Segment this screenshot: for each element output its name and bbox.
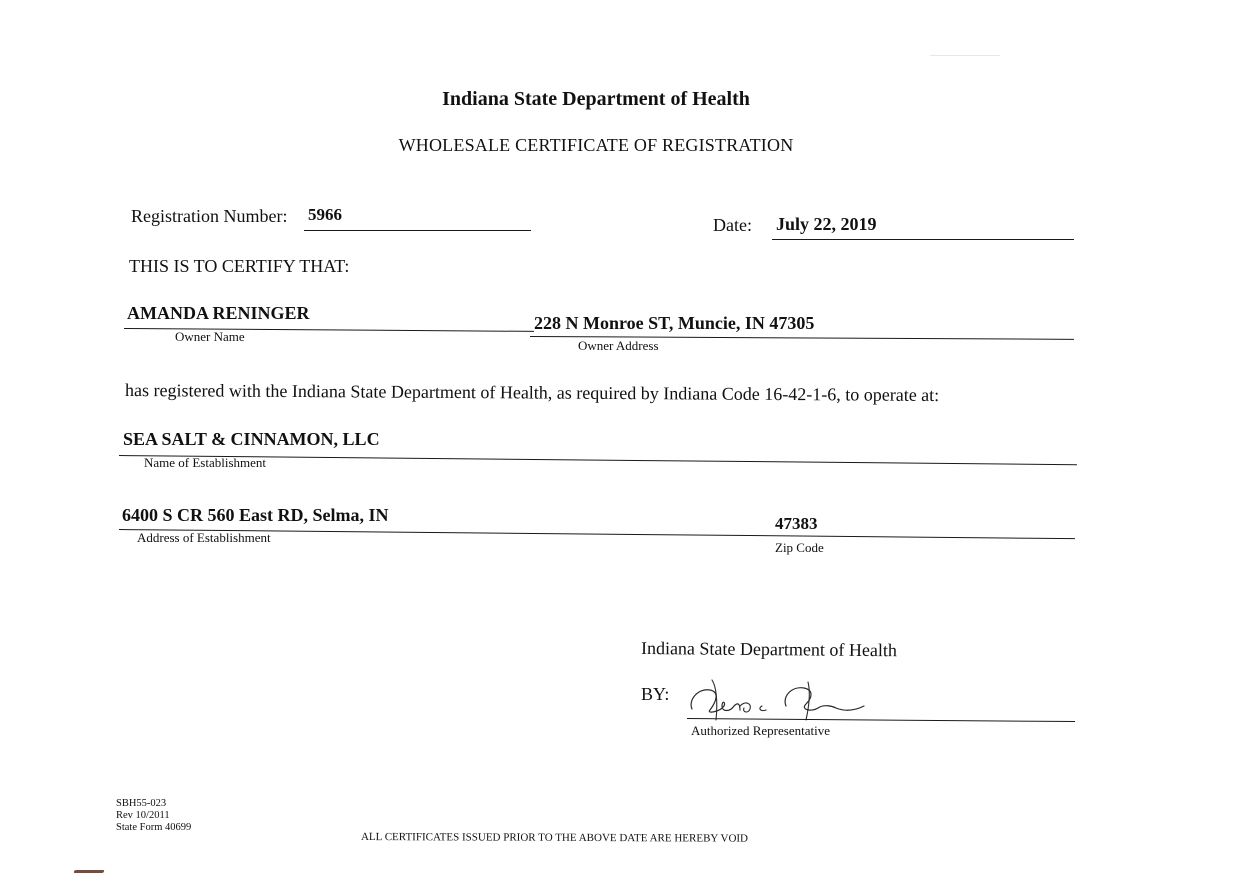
scan-mark	[73, 870, 104, 873]
owner-address-caption: Owner Address	[578, 338, 659, 353]
owner-address-value: 228 N Monroe ST, Muncie, IN 47305	[534, 313, 815, 333]
certificate-title: WHOLESALE CERTIFICATE OF REGISTRATION	[398, 135, 794, 155]
zip-code-caption: Zip Code	[775, 540, 824, 555]
establishment-address-value: 6400 S CR 560 East RD, Selma, IN	[122, 505, 389, 525]
registration-number-value: 5966	[308, 205, 342, 224]
establishment-name-value: SEA SALT & CINNAMON, LLC	[123, 429, 380, 449]
form-number: SBH55-023	[116, 798, 167, 809]
date-value: July 22, 2019	[776, 214, 877, 234]
registration-number-label: Registration Number:	[131, 206, 288, 226]
owner-name-caption: Owner Name	[175, 329, 245, 344]
date-label: Date:	[713, 215, 752, 235]
authorized-representative-caption: Authorized Representative	[691, 723, 830, 738]
establishment-address-caption: Address of Establishment	[137, 530, 271, 545]
form-info	[116, 798, 191, 834]
date-rule	[772, 239, 1074, 240]
establishment-zip-value: 47383	[775, 514, 818, 533]
state-form-number: State Form 40699	[116, 822, 192, 833]
certify-text: THIS IS TO CERTIFY THAT:	[129, 256, 350, 276]
registration-statement: has registered with the Indiana State Department of Health, as required by Indiana Code 16-42-1-6, to operate at:	[124, 380, 940, 405]
agency-title: Indiana State Department of Health	[442, 88, 750, 110]
scan-speck	[930, 55, 1000, 56]
form-revision: Rev 10/2011	[116, 810, 170, 821]
registration-number-rule	[304, 230, 531, 231]
establishment-name-caption: Name of Establishment	[144, 455, 267, 470]
signature-agency: Indiana State Department of Health	[640, 638, 897, 661]
void-notice: ALL CERTIFICATES ISSUED PRIOR TO THE ABOVE DATE ARE HEREBY VOID	[360, 831, 749, 845]
by-label: BY:	[641, 684, 670, 704]
owner-name-value: AMANDA RENINGER	[127, 303, 310, 323]
